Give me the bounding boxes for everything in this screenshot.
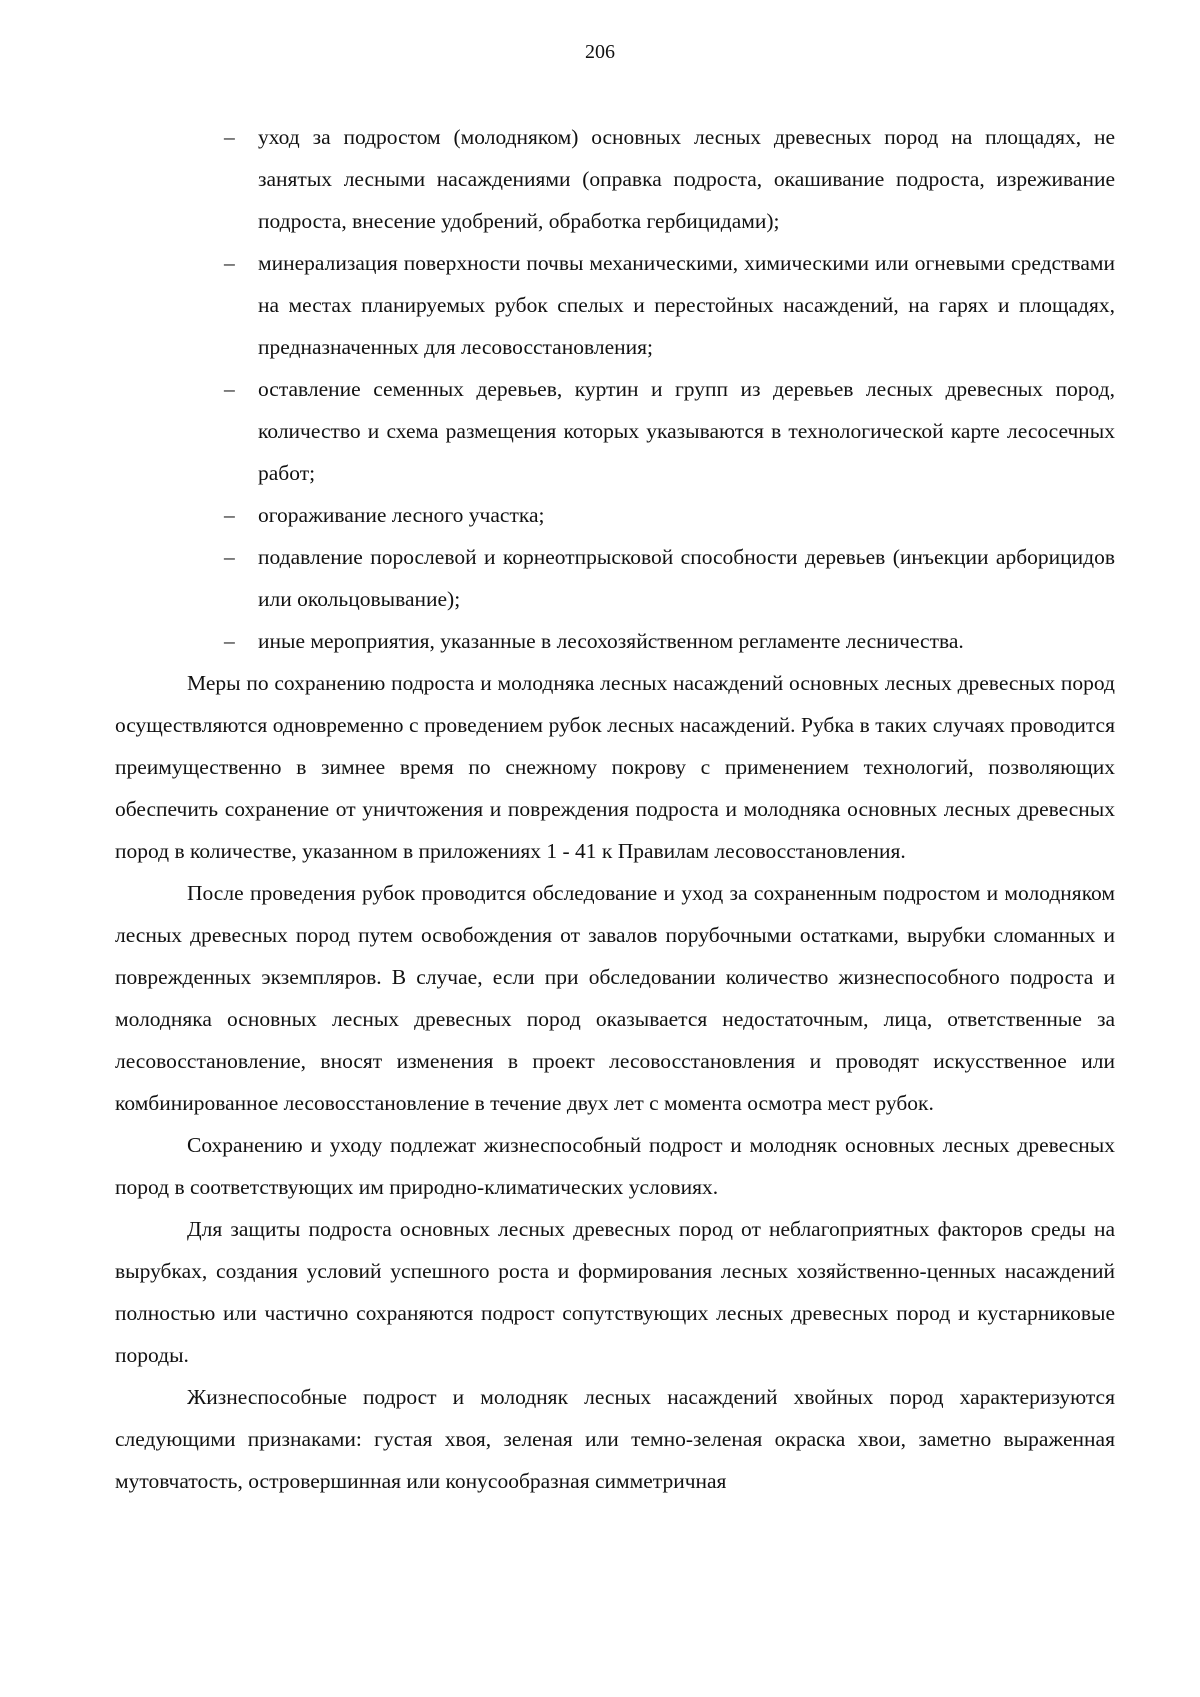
list-item-text: уход за подростом (молодняком) основных лесных древесных пород на площадях, не занятых лесными насаждениями (оправка подроста, окашивание подроста, изреживание подроста, внесение удобрений, обработка гербицидами);: [258, 125, 1115, 233]
page-number: 206: [585, 41, 615, 63]
list-item: [115, 242, 1115, 368]
list-item: [115, 116, 1115, 242]
dash-marker: –: [224, 545, 235, 569]
list-item: [115, 620, 1115, 662]
paragraph-preservation-measures: Меры по сохранению подроста и молодняка лесных насаждений основных лесных древесных пород осуществляются одновременно с проведением рубок лесных насаждений. Рубка в таких случаях проводится преимущественно в зимнее время по снежному покрову с применением технологий, позволяющих обеспечить сохранение от уничтожения и повреждения подроста и молодняка основных лесных древесных пород в количестве, указанном в приложениях 1 - 41 к Правилам лесовосстановления.: [115, 671, 1115, 863]
dash-marker: –: [224, 125, 235, 149]
list-item: [115, 494, 1115, 536]
list-item-text: минерализация поверхности почвы механическими, химическими или огневыми средствами на местах планируемых рубок спелых и перестойных насаждений, на гарях и площадях, предназначенных для лесовосстановления;: [258, 251, 1115, 359]
dash-marker: –: [224, 377, 235, 401]
dash-marker: –: [224, 503, 235, 527]
paragraph-care-subject: Сохранению и уходу подлежат жизнеспособный подрост и молодняк основных лесных древесных пород в соответствующих им природно-климатических условиях.: [115, 1133, 1115, 1199]
list-item: [115, 368, 1115, 494]
list-item-text: подавление порослевой и корнеотпрысковой способности деревьев (инъекции арборицидов или окольцовывание);: [258, 545, 1115, 611]
page-content: [115, 116, 1115, 1502]
dash-marker: –: [224, 629, 235, 653]
dash-marker: –: [224, 251, 235, 275]
paragraph-viability-signs: Жизнеспособные подрост и молодняк лесных насаждений хвойных пород характеризуются следующими признаками: густая хвоя, зеленая или темно-зеленая окраска хвои, заметно выраженная мутовчатость, островершинная или конусообразная симметричная: [115, 1385, 1115, 1493]
list-item-text: оставление семенных деревьев, куртин и групп из деревьев лесных древесных пород, количество и схема размещения которых указываются в технологической карте лесосечных работ;: [258, 377, 1115, 485]
measures-list: [115, 116, 1115, 662]
paragraph-post-felling-survey: После проведения рубок проводится обследование и уход за сохраненным подростом и молодняком лесных древесных пород путем освобождения от завалов порубочными остатками, вырубки сломанных и поврежденных экземпляров. В случае, если при обследовании количество жизнеспособного подроста и молодняка основных лесных древесных пород оказывается недостаточным, лица, ответственные за лесовосстановление, вносят изменения в проект лесовосстановления и проводят искусственное или комбинированное лесовосстановление в течение двух лет с момента осмотра мест рубок.: [115, 881, 1115, 1115]
list-item-text: огораживание лесного участка;: [258, 503, 545, 527]
paragraph-protection: Для защиты подроста основных лесных древесных пород от неблагоприятных факторов среды на вырубках, создания условий успешного роста и формирования лесных хозяйственно-ценных насаждений полностью или частично сохраняются подрост сопутствующих лесных древесных пород и кустарниковые породы.: [115, 1217, 1115, 1367]
list-item-text: иные мероприятия, указанные в лесохозяйственном регламенте лесничества.: [258, 629, 964, 653]
list-item: [115, 536, 1115, 620]
